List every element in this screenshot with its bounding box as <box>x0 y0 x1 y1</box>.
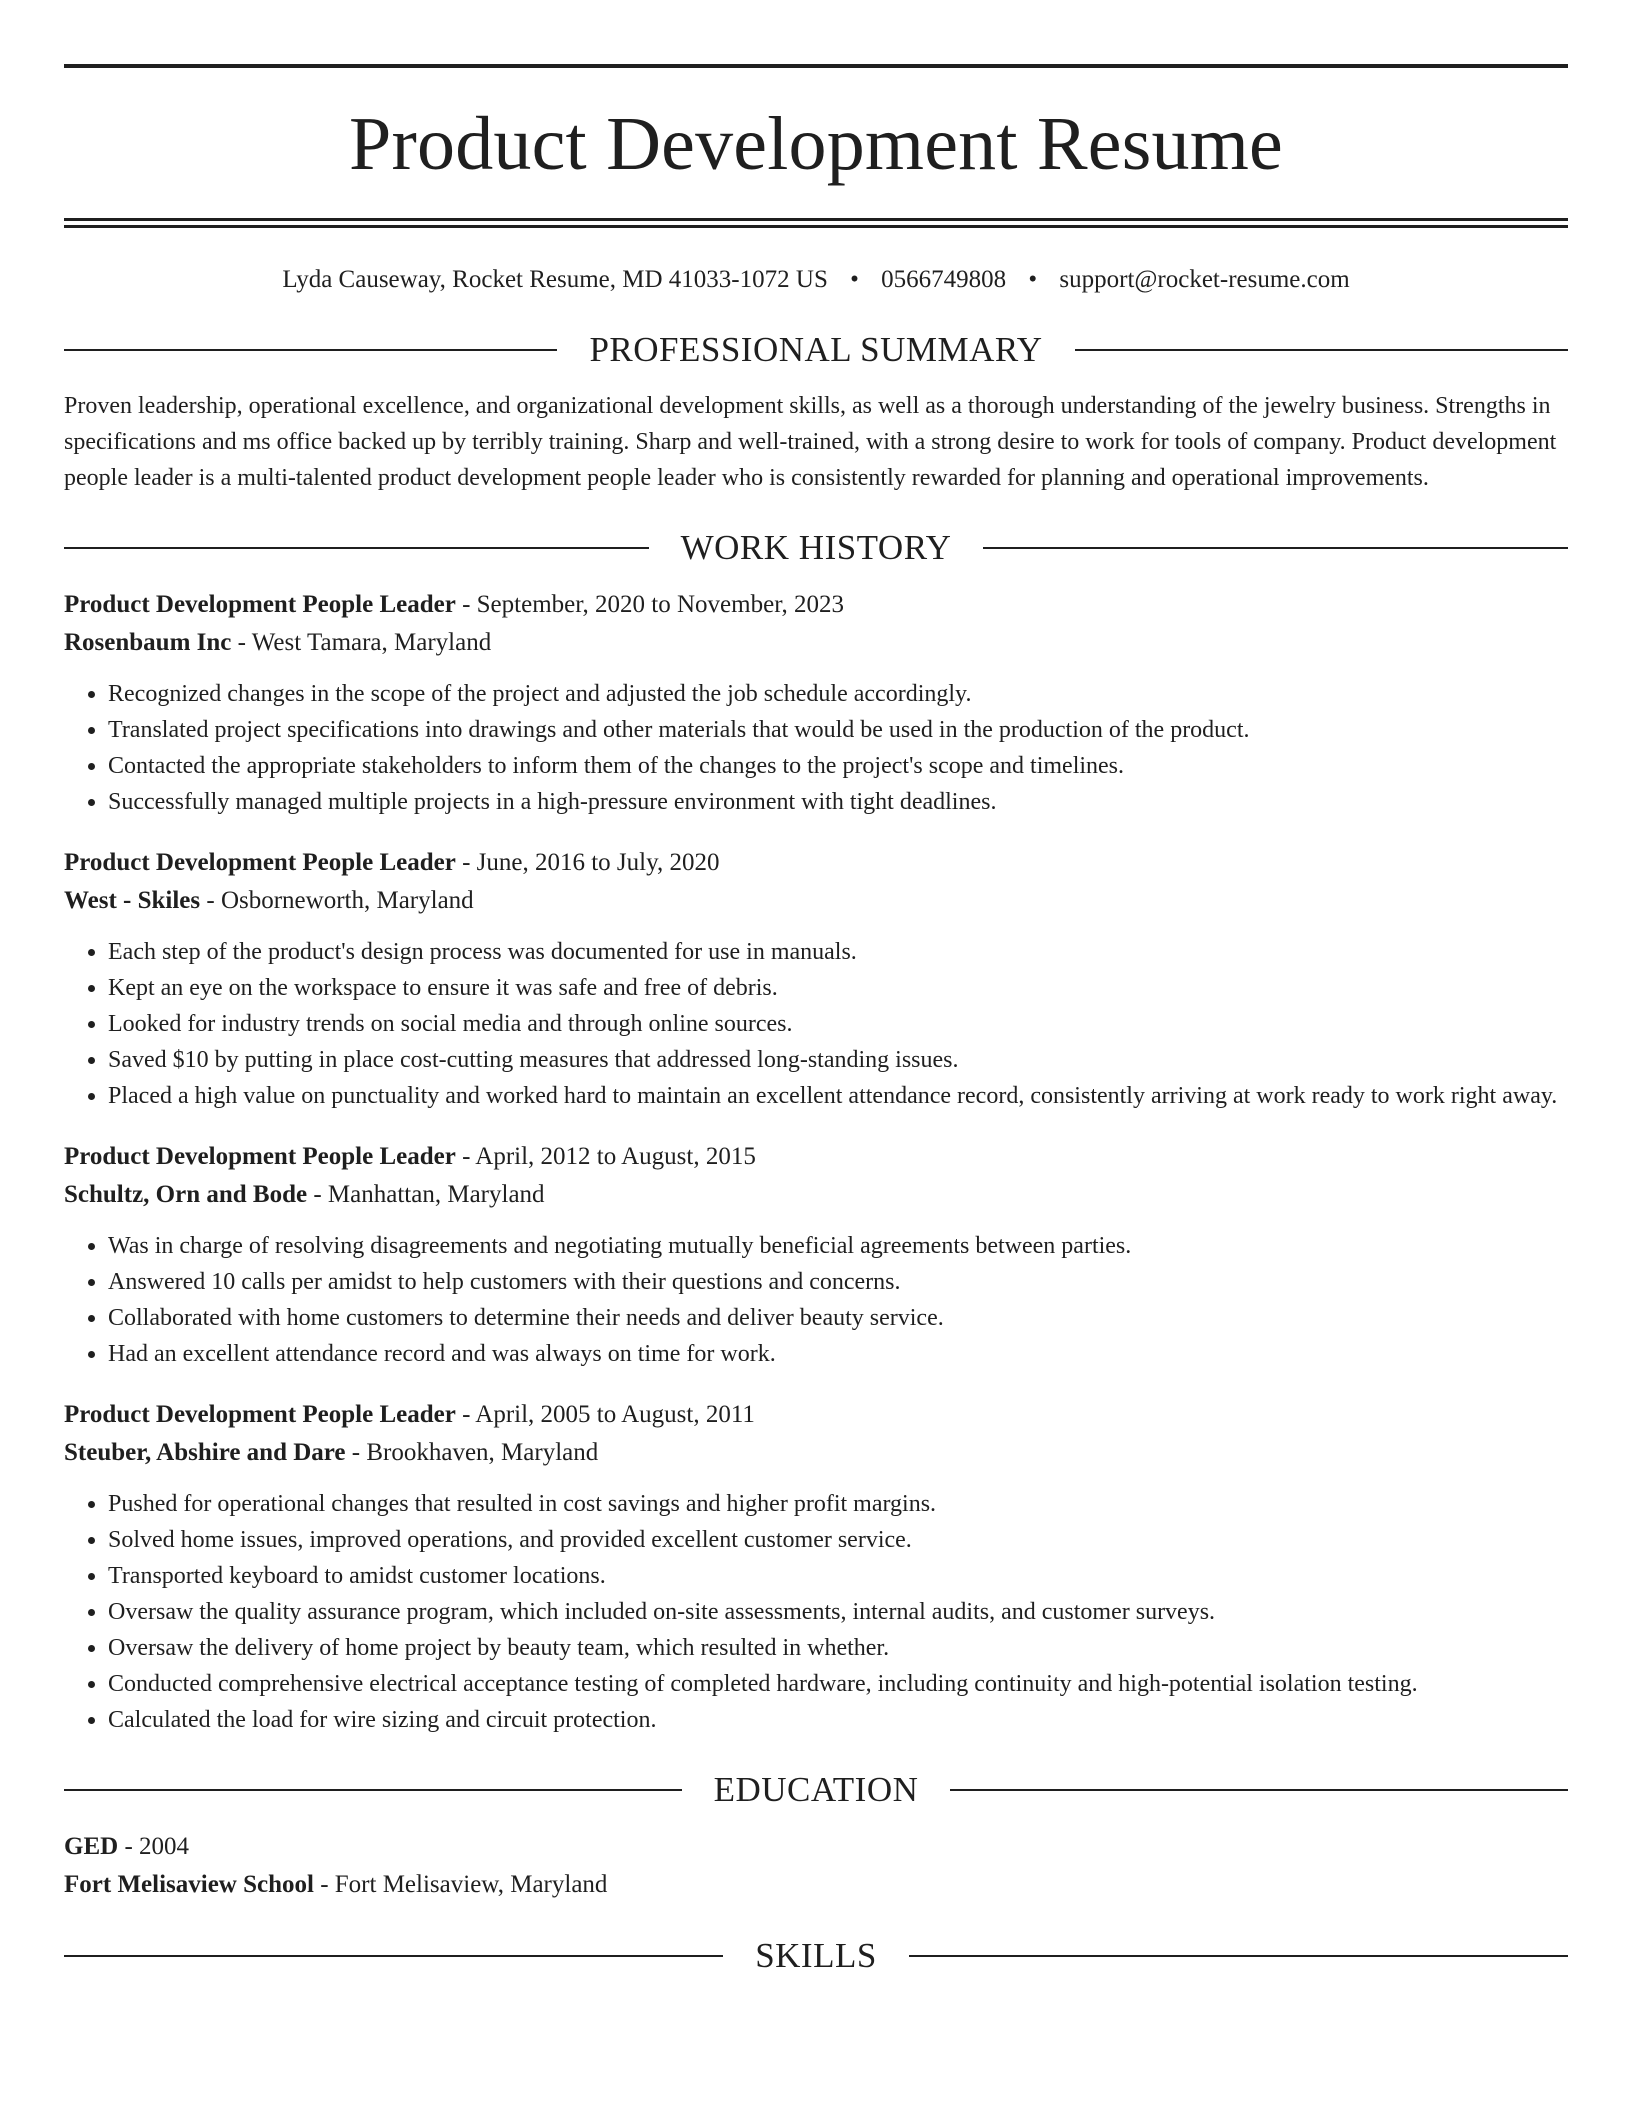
job-bullet: • Translated project specifications into drawings and other materials that would be used in the production of the product. <box>108 712 1568 748</box>
education-school-line <box>64 1866 1568 1904</box>
education-year: - 2004 <box>124 1833 190 1860</box>
job-bullet: • Placed a high value on punctuality and worked hard to maintain an excellent attendance record, consistently arriving at work ready to work right away. <box>108 1078 1568 1114</box>
job-bullet: • Looked for industry trends on social media and through online sources. <box>108 1006 1568 1042</box>
work-history-heading <box>64 526 1568 570</box>
job-location: - Manhattan, Maryland <box>313 1181 545 1208</box>
job-bullet-list <box>64 934 1568 1114</box>
job-bullet: • Recognized changes in the scope of the project and adjusted the job schedule accordingly. <box>108 676 1568 712</box>
contact-address: Lyda Causeway, Rocket Resume, MD 41033-1072 US <box>282 266 828 293</box>
job-entry <box>64 1396 1568 1738</box>
job-bullet-list <box>64 1486 1568 1738</box>
job-bullet: • Had an excellent attendance record and was always on time for work. <box>108 1336 1568 1372</box>
section-label: EDUCATION <box>713 1770 919 1809</box>
section-label: PROFESSIONAL SUMMARY <box>589 330 1043 369</box>
job-list <box>64 586 1568 1738</box>
job-bullet-list <box>64 676 1568 820</box>
contact-email[interactable]: support@rocket-resume.com <box>1059 266 1350 293</box>
job-title-line <box>64 844 1568 882</box>
job-company-line <box>64 882 1568 920</box>
job-dates: - April, 2012 to August, 2015 <box>462 1143 756 1170</box>
job-bullet: • Oversaw the quality assurance program, which included on-site assessments, internal audits, and customer surveys. <box>108 1594 1568 1630</box>
job-company-line <box>64 1434 1568 1472</box>
job-entry <box>64 844 1568 1114</box>
education-degree: GED <box>64 1833 119 1860</box>
contact-phone: 0566749808 <box>881 266 1007 293</box>
job-title: Product Development People Leader <box>64 1401 456 1428</box>
job-location: - Osborneworth, Maryland <box>206 887 474 914</box>
education-location: - Fort Melisaview, Maryland <box>320 1871 608 1898</box>
divider-line <box>950 1789 1568 1791</box>
divider-line <box>909 1955 1568 1957</box>
job-bullet: • Contacted the appropriate stakeholders to inform them of the changes to the project's scope and timelines. <box>108 748 1568 784</box>
divider-line <box>983 547 1568 549</box>
divider-line <box>1075 349 1568 351</box>
resume-title: Product Development Resume <box>349 102 1283 186</box>
divider-line <box>64 1955 723 1957</box>
job-bullet-list <box>64 1228 1568 1372</box>
job-title-line <box>64 1396 1568 1434</box>
divider-line <box>64 547 649 549</box>
job-company: Rosenbaum Inc <box>64 629 232 656</box>
top-rule <box>64 64 1568 68</box>
job-company-line <box>64 1176 1568 1214</box>
job-location: - Brookhaven, Maryland <box>351 1439 599 1466</box>
double-rule <box>64 218 1568 228</box>
job-bullet: • Collaborated with home customers to determine their needs and deliver beauty service. <box>108 1300 1568 1336</box>
job-bullet: • Solved home issues, improved operations, and provided excellent customer service. <box>108 1522 1568 1558</box>
job-company: West - Skiles <box>64 887 201 914</box>
job-bullet: • Conducted comprehensive electrical acceptance testing of completed hardware, including continuity and high-potential isolation testing. <box>108 1666 1568 1702</box>
job-bullet: • Each step of the product's design process was documented for use in manuals. <box>108 934 1568 970</box>
job-bullet: • Transported keyboard to amidst customer locations. <box>108 1558 1568 1594</box>
job-bullet: • Answered 10 calls per amidst to help customers with their questions and concerns. <box>108 1264 1568 1300</box>
job-bullet: • Was in charge of resolving disagreements and negotiating mutually beneficial agreements between parties. <box>108 1228 1568 1264</box>
job-company: Steuber, Abshire and Dare <box>64 1439 346 1466</box>
education-school: Fort Melisaview School <box>64 1871 314 1898</box>
contact-line <box>64 262 1568 298</box>
job-entry <box>64 586 1568 820</box>
divider-line <box>64 1789 682 1791</box>
job-title: Product Development People Leader <box>64 849 456 876</box>
job-bullet: • Saved $10 by putting in place cost-cutting measures that addressed long-standing issues. <box>108 1042 1568 1078</box>
contact-separator: • <box>850 266 859 293</box>
education-entry <box>64 1828 1568 1904</box>
section-label: WORK HISTORY <box>680 528 952 567</box>
job-bullet: • Pushed for operational changes that resulted in cost savings and higher profit margins. <box>108 1486 1568 1522</box>
section-label: SKILLS <box>755 1936 877 1975</box>
job-title-line <box>64 1138 1568 1176</box>
job-dates: - June, 2016 to July, 2020 <box>462 849 720 876</box>
education-degree-line <box>64 1828 1568 1866</box>
job-bullet: • Kept an eye on the workspace to ensure it was safe and free of debris. <box>108 970 1568 1006</box>
education-heading <box>64 1768 1568 1812</box>
job-location: - West Tamara, Maryland <box>237 629 492 656</box>
contact-separator: • <box>1028 266 1038 293</box>
job-title: Product Development People Leader <box>64 1143 456 1170</box>
job-dates: - April, 2005 to August, 2011 <box>462 1401 755 1428</box>
job-bullet: • Successfully managed multiple projects in a high-pressure environment with tight deadlines. <box>108 784 1568 820</box>
job-company: Schultz, Orn and Bode <box>64 1181 308 1208</box>
job-bullet: • Oversaw the delivery of home project by beauty team, which resulted in whether. <box>108 1630 1568 1666</box>
summary-heading <box>64 328 1568 372</box>
job-bullet: • Calculated the load for wire sizing and circuit protection. <box>108 1702 1568 1738</box>
job-company-line <box>64 624 1568 662</box>
job-dates: - September, 2020 to November, 2023 <box>462 591 845 618</box>
divider-line <box>64 349 557 351</box>
job-title: Product Development People Leader <box>64 591 456 618</box>
skills-heading <box>64 1934 1568 1978</box>
job-entry <box>64 1138 1568 1372</box>
job-title-line <box>64 586 1568 624</box>
summary-text: Proven leadership, operational excellence, and organizational development skills, as well as a thorough understanding of the jewelry business. Strengths in specifications and ms office backed up by terribly training. Sharp and well-trained, with a strong desire to work for tools of company. Product development people leader is a multi-talented product development people leader who is consistently rewarded for planning and operational improvements. <box>64 393 1557 491</box>
